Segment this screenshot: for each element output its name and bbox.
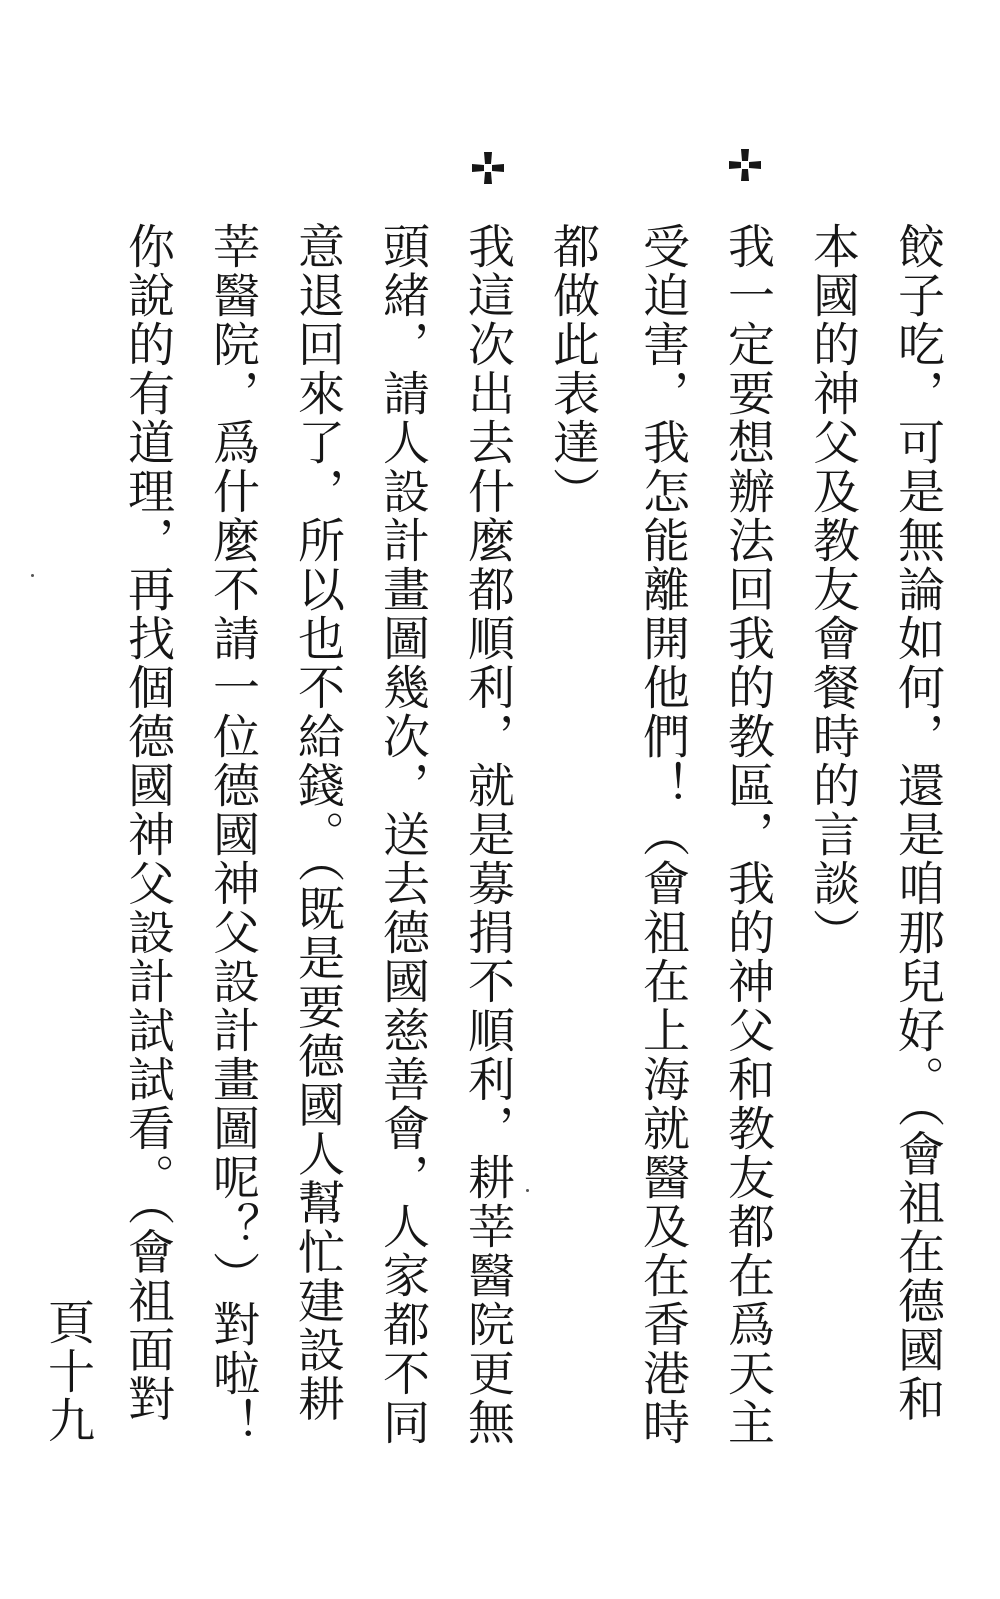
text-column-6: 我這次出去什麼都順利，就是募捐不順利，耕莘醫院更無: [460, 222, 515, 1447]
text-column-1: 餃子吃，可是無論如何，還是咱那兒好。（會祖在德國和: [890, 222, 945, 1424]
text-column-10: 你說的有道理，再找個德國神父設計試試看。（會祖面對: [120, 222, 175, 1424]
cross-icon: [728, 148, 762, 182]
scan-speck: [31, 574, 34, 577]
cross-icon: [471, 151, 505, 185]
scan-speck: [526, 1189, 529, 1192]
text-column-9: 莘醫院，爲什麼不請一位德國神父設計畫圖呢？）對啦！: [205, 222, 260, 1447]
text-column-2: 本國的神父及教友會餐時的言談）: [805, 222, 860, 957]
text-column-8: 意退回來了，所以也不給錢。（既是要德國人幫忙建設耕: [290, 222, 345, 1424]
text-column-7: 頭緒，請人設計畫圖幾次，送去德國慈善會，人家都不同: [375, 222, 430, 1447]
text-column-4: 受迫害，我怎能離開他們！（會祖在上海就醫及在香港時: [635, 222, 690, 1447]
page-number: 頁十九: [40, 1298, 95, 1445]
text-column-5: 都做此表達）: [545, 222, 600, 516]
text-column-3: 我一定要想辦法回我的教區，我的神父和教友都在爲天主: [720, 222, 775, 1447]
